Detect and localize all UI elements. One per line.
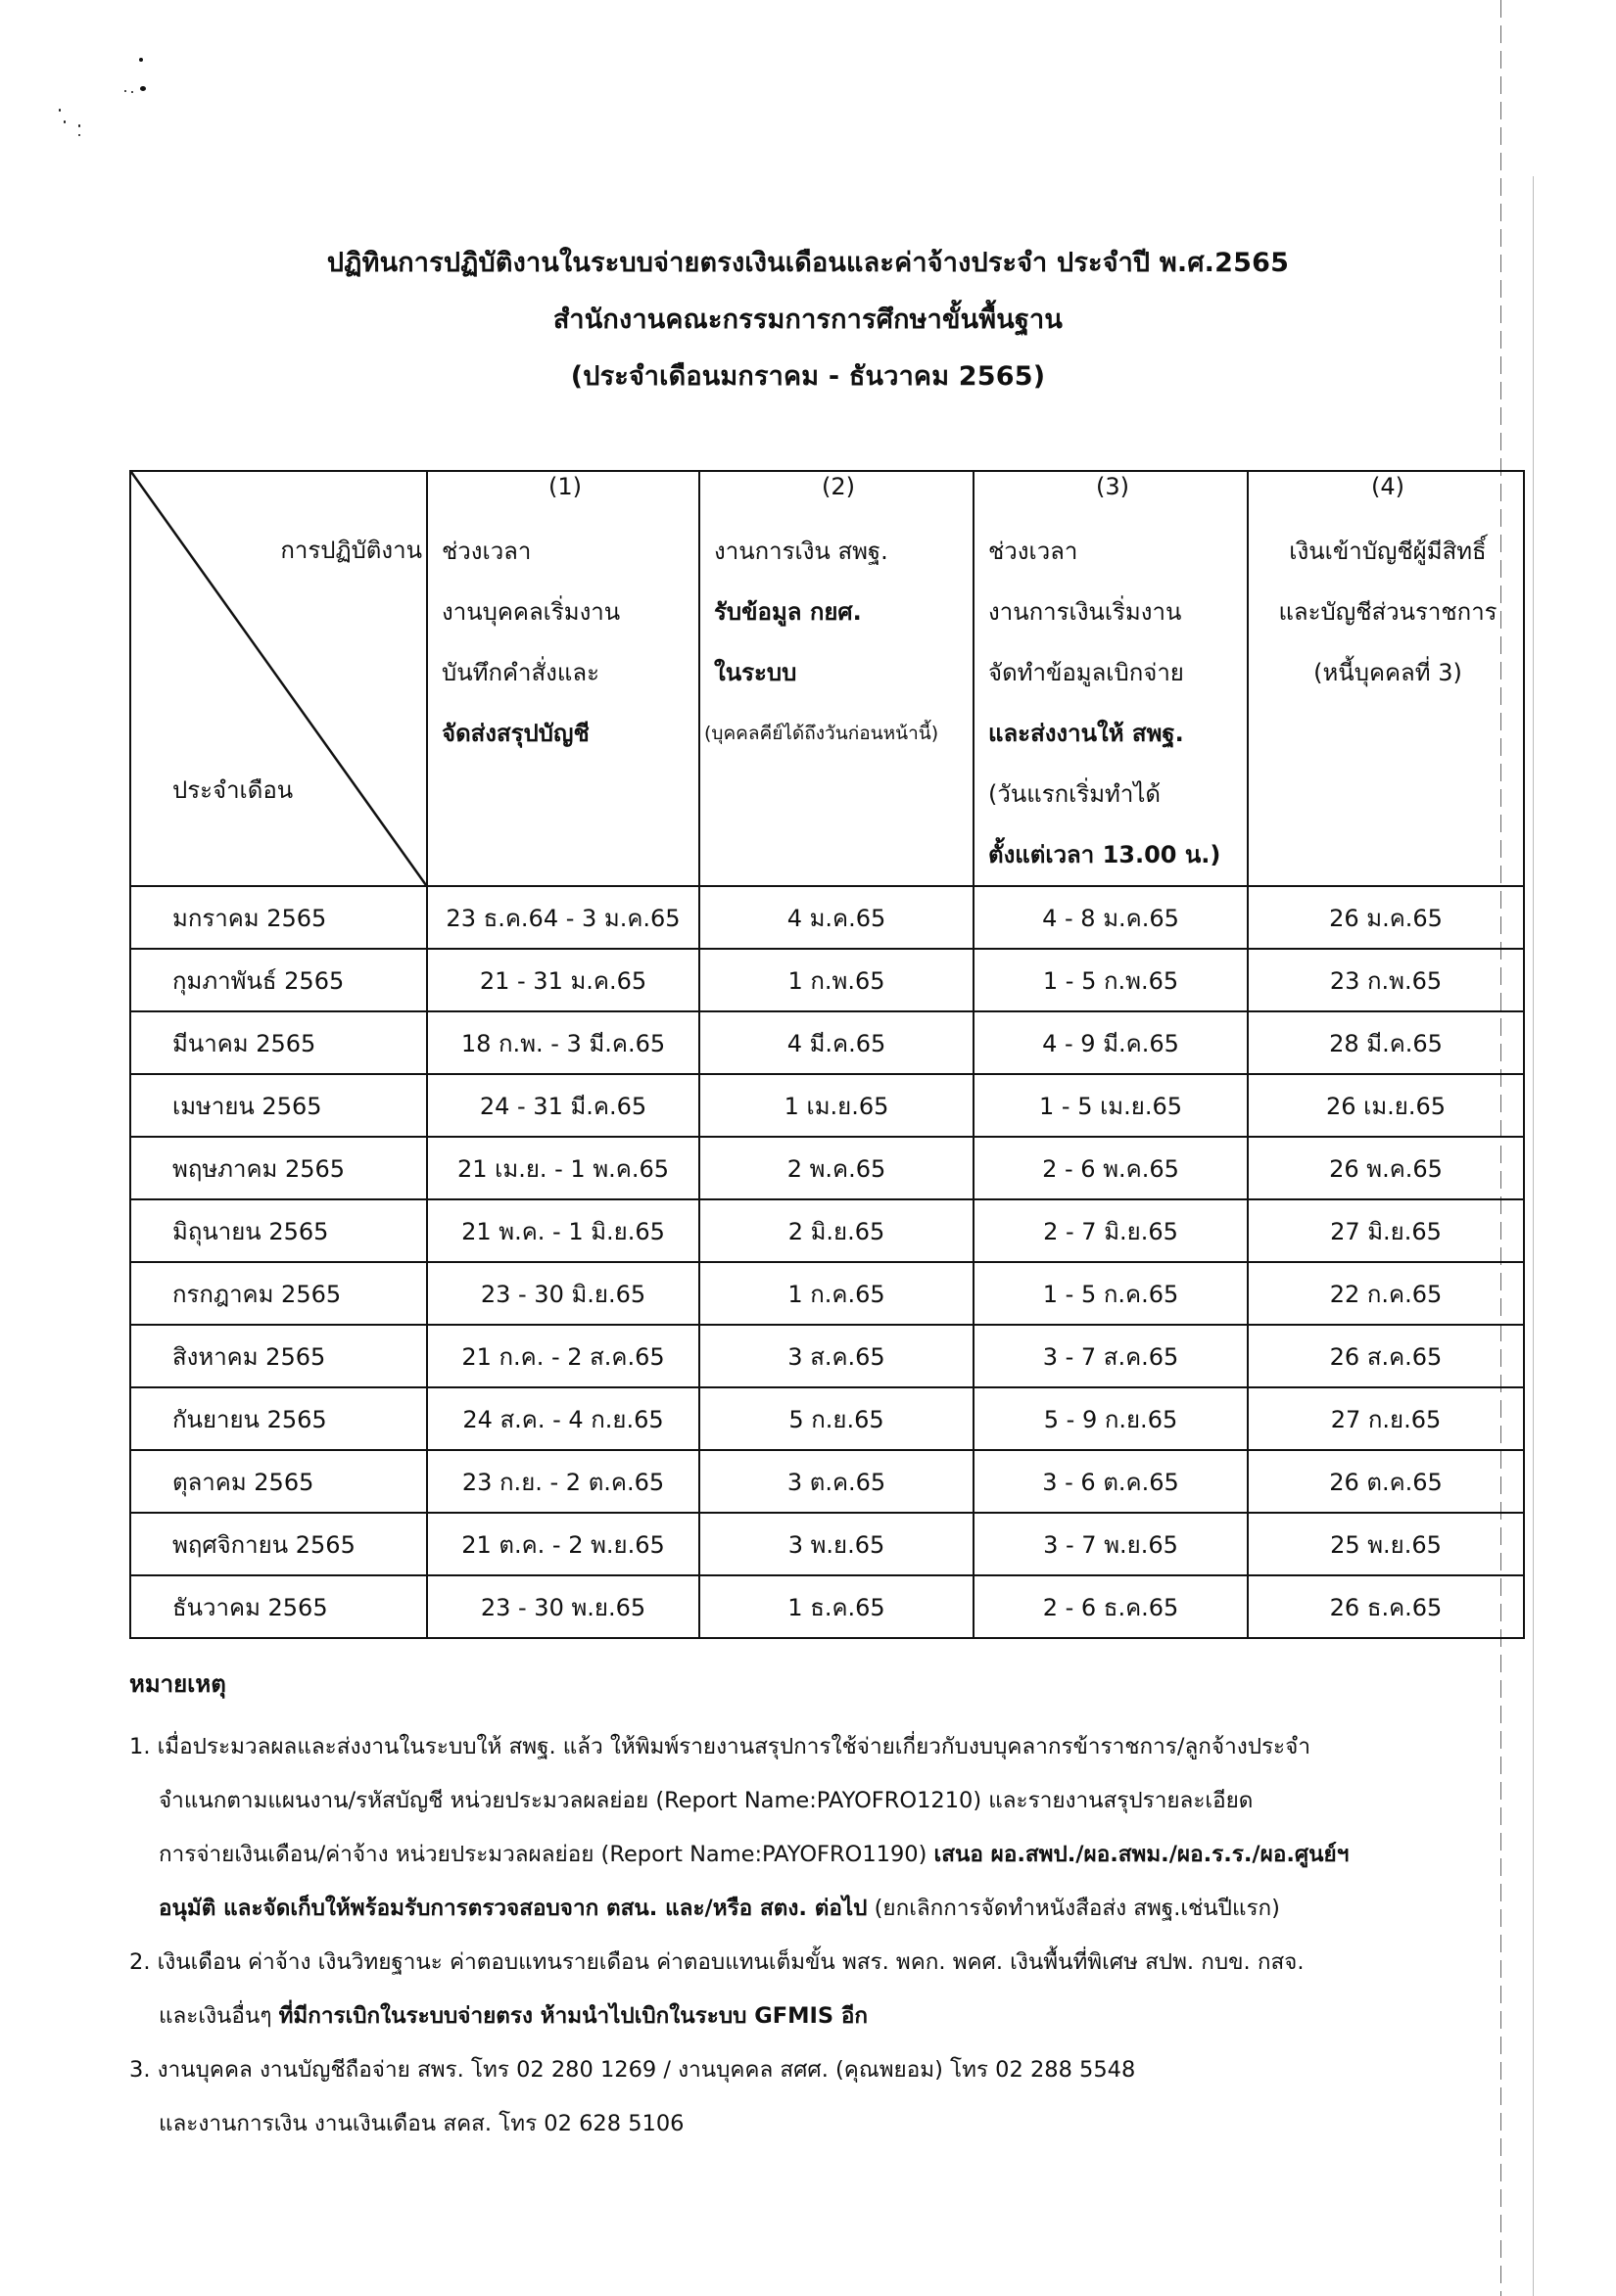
- finance-period-cell: 2 - 6 พ.ค.65: [974, 1137, 1248, 1199]
- month-cell: ธันวาคม 2565: [130, 1575, 427, 1638]
- month-cell: กุมภาพันธ์ 2565: [130, 949, 427, 1011]
- payment-date-cell: 26 เม.ย.65: [1248, 1074, 1524, 1137]
- month-cell: มิถุนายน 2565: [130, 1199, 427, 1262]
- scan-speck: [64, 120, 66, 123]
- table-row: [130, 1575, 1524, 1638]
- note-text-line: [129, 1882, 1520, 1936]
- column-header-2: [699, 471, 974, 886]
- period-subtitle: (ประจำเดือนมกราคม - ธันวาคม 2565): [570, 361, 1046, 392]
- header-line: ในระบบ: [714, 659, 797, 686]
- month-cell: พฤศจิกายน 2565: [130, 1513, 427, 1575]
- notes-section: [129, 1664, 1520, 2151]
- table-row: [130, 949, 1524, 1011]
- note-text: และเงินอื่นๆ: [159, 2003, 279, 2029]
- document-title: ปฏิทินการปฏิบัติงานในระบบจ่ายตรงเงินเดือนและค่าจ้างประจำ ประจำปี พ.ศ.2565: [326, 248, 1290, 278]
- finance-period-cell: 3 - 7 ส.ค.65: [974, 1325, 1248, 1387]
- month-cell: กันยายน 2565: [130, 1387, 427, 1450]
- personnel-period-cell: 23 - 30 มิ.ย.65: [427, 1262, 699, 1325]
- header-line: (วันแรกเริ่มทำได้: [988, 780, 1162, 808]
- column-header-3: [974, 471, 1248, 886]
- notes-title: หมายเหตุ: [129, 1670, 226, 1698]
- header-line: เงินเข้าบัญชีผู้มีสิทธิ์: [1289, 538, 1487, 565]
- column-header-1: [427, 471, 699, 886]
- note-item-3: [129, 2043, 1520, 2151]
- loan-data-date-cell: 3 ต.ค.65: [699, 1450, 974, 1513]
- loan-data-date-cell: 2 พ.ค.65: [699, 1137, 974, 1199]
- header-line: งานการเงิน สพฐ.: [714, 538, 888, 565]
- note-text: 1. เมื่อประมวลผลและส่งงานในระบบให้ สพฐ. แล้ว ให้พิมพ์รายงานสรุปการใช้จ่ายเกี่ยวกับงบบุคลากรข้าราชการ/ลูกจ้างประจำ: [129, 1734, 1310, 1759]
- loan-data-date-cell: 2 มิ.ย.65: [699, 1199, 974, 1262]
- finance-period-cell: 3 - 6 ต.ค.65: [974, 1450, 1248, 1513]
- month-cell: เมษายน 2565: [130, 1074, 427, 1137]
- note-emphasis: ที่มีการเบิกในระบบจ่ายตรง ห้ามนำไปเบิกในระบบ GFMIS อีก: [278, 2003, 869, 2029]
- finance-period-cell: 1 - 5 เม.ย.65: [974, 1074, 1248, 1137]
- organization-name: สำนักงานคณะกรรมการการศึกษาขั้นพื้นฐาน: [552, 305, 1064, 335]
- table-row: [130, 1450, 1524, 1513]
- payment-date-cell: 23 ก.พ.65: [1248, 949, 1524, 1011]
- personnel-period-cell: 23 ธ.ค.64 - 3 ม.ค.65: [427, 886, 699, 949]
- header-line: (หนี้บุคคลที่ 3): [1313, 659, 1462, 686]
- month-cell: มกราคม 2565: [130, 886, 427, 949]
- loan-data-date-cell: 5 ก.ย.65: [699, 1387, 974, 1450]
- payment-date-cell: 26 ธ.ค.65: [1248, 1575, 1524, 1638]
- table-header-row: [130, 471, 1524, 886]
- note-text: จำแนกตามแผนงาน/รหัสบัญชี หน่วยประมวลผลย่อย (Report Name:PAYOFRO1210) และรายงานสรุปรายละเอียด: [159, 1788, 1254, 1813]
- loan-data-date-cell: 4 ม.ค.65: [699, 886, 974, 949]
- table-row: [130, 1513, 1524, 1575]
- payment-date-cell: 22 ก.ค.65: [1248, 1262, 1524, 1325]
- table-body: [130, 886, 1524, 1638]
- personnel-period-cell: 21 พ.ค. - 1 มิ.ย.65: [427, 1199, 699, 1262]
- scan-speck: [140, 86, 146, 91]
- table-row: [130, 1199, 1524, 1262]
- personnel-period-cell: 21 ต.ค. - 2 พ.ย.65: [427, 1513, 699, 1575]
- month-cell: ตุลาคม 2565: [130, 1450, 427, 1513]
- note-text: 2. เงินเดือน ค่าจ้าง เงินวิทยฐานะ ค่าตอบแทนรายเดือน ค่าตอบแทนเต็มขั้น พสร. พคก. พคศ. เงินพื้นที่พิเศษ สปพ. กบข. กสจ.: [129, 1949, 1305, 1975]
- loan-data-date-cell: 4 มี.ค.65: [699, 1011, 974, 1074]
- scan-speck: [78, 124, 80, 127]
- header-line: รับข้อมูล กยศ.: [714, 598, 862, 626]
- scan-margin-line: [1533, 176, 1534, 2296]
- scan-speck: [124, 90, 126, 92]
- corner-label-operation: การปฏิบัติงาน: [280, 537, 422, 564]
- personnel-period-cell: 21 - 31 ม.ค.65: [427, 949, 699, 1011]
- table-row: [130, 1325, 1524, 1387]
- table-row: [130, 1011, 1524, 1074]
- header-line: บันทึกคำสั่งและ: [442, 659, 599, 686]
- loan-data-date-cell: 3 พ.ย.65: [699, 1513, 974, 1575]
- payment-date-cell: 26 ส.ค.65: [1248, 1325, 1524, 1387]
- note-text: และงานการเงิน งานเงินเดือน สคส. โทร 02 628 5106: [159, 2111, 685, 2136]
- column-number: (1): [548, 473, 582, 500]
- loan-data-date-cell: 1 ก.ค.65: [699, 1262, 974, 1325]
- loan-data-date-cell: 1 ธ.ค.65: [699, 1575, 974, 1638]
- payment-date-cell: 26 พ.ค.65: [1248, 1137, 1524, 1199]
- personnel-period-cell: 21 เม.ย. - 1 พ.ค.65: [427, 1137, 699, 1199]
- header-line: และบัญชีส่วนราชการ: [1278, 598, 1497, 626]
- personnel-period-cell: 23 ก.ย. - 2 ต.ค.65: [427, 1450, 699, 1513]
- table-row: [130, 1074, 1524, 1137]
- personnel-period-cell: 21 ก.ค. - 2 ส.ค.65: [427, 1325, 699, 1387]
- month-cell: กรกฎาคม 2565: [130, 1262, 427, 1325]
- header-line: ตั้งแต่เวลา 13.00 น.): [988, 841, 1221, 868]
- finance-period-cell: 4 - 8 ม.ค.65: [974, 886, 1248, 949]
- loan-data-date-cell: 3 ส.ค.65: [699, 1325, 974, 1387]
- column-number: (4): [1371, 473, 1404, 500]
- header-line: งานบุคคลเริ่มงาน: [442, 598, 621, 626]
- document-title-block: [0, 235, 1616, 405]
- note-text: การจ่ายเงินเดือน/ค่าจ้าง หน่วยประมวลผลย่อย (Report Name:PAYOFRO1190): [159, 1842, 934, 1867]
- loan-data-date-cell: 1 ก.พ.65: [699, 949, 974, 1011]
- scan-speck: [131, 91, 133, 93]
- note-item-1: [129, 1720, 1520, 1936]
- header-line: ช่วงเวลา: [988, 538, 1078, 565]
- column-header-4: [1248, 471, 1524, 886]
- table-row: [130, 1137, 1524, 1199]
- finance-period-cell: 2 - 7 มิ.ย.65: [974, 1199, 1248, 1262]
- finance-period-cell: 5 - 9 ก.ย.65: [974, 1387, 1248, 1450]
- personnel-period-cell: 18 ก.พ. - 3 มี.ค.65: [427, 1011, 699, 1074]
- schedule-table: [129, 470, 1525, 1639]
- finance-period-cell: 4 - 9 มี.ค.65: [974, 1011, 1248, 1074]
- payment-date-cell: 26 ต.ค.65: [1248, 1450, 1524, 1513]
- note-text-line: [129, 1828, 1520, 1882]
- table-row: [130, 1262, 1524, 1325]
- header-line: งานการเงินเริ่มงาน: [988, 598, 1182, 626]
- column-number: (3): [1096, 473, 1129, 500]
- payment-date-cell: 25 พ.ย.65: [1248, 1513, 1524, 1575]
- payment-date-cell: 27 มิ.ย.65: [1248, 1199, 1524, 1262]
- scan-speck: [78, 134, 80, 136]
- month-cell: มีนาคม 2565: [130, 1011, 427, 1074]
- table-row: [130, 1387, 1524, 1450]
- table-row: [130, 886, 1524, 949]
- header-line: (บุคคลคีย์ได้ถึงวันก่อนหน้านี้): [704, 723, 939, 744]
- note-text: (ยกเลิกการจัดทำหนังสือส่ง สพฐ.เช่นปีแรก): [867, 1896, 1280, 1921]
- column-number: (2): [822, 473, 855, 500]
- corner-header-cell: [130, 471, 427, 886]
- finance-period-cell: 1 - 5 ก.ค.65: [974, 1262, 1248, 1325]
- note-text-line: [129, 1990, 1520, 2043]
- payment-date-cell: 28 มี.ค.65: [1248, 1011, 1524, 1074]
- header-line: จัดส่งสรุปบัญชี: [442, 720, 590, 747]
- scan-speck: [139, 58, 143, 62]
- header-line: และส่งงานให้ สพฐ.: [988, 720, 1184, 747]
- header-line: จัดทำข้อมูลเบิกจ่าย: [988, 659, 1184, 686]
- finance-period-cell: 2 - 6 ธ.ค.65: [974, 1575, 1248, 1638]
- header-line: ช่วงเวลา: [442, 538, 532, 565]
- corner-label-month: ประจำเดือน: [172, 776, 294, 804]
- payment-date-cell: 27 ก.ย.65: [1248, 1387, 1524, 1450]
- payment-date-cell: 26 ม.ค.65: [1248, 886, 1524, 949]
- finance-period-cell: 3 - 7 พ.ย.65: [974, 1513, 1248, 1575]
- month-cell: สิงหาคม 2565: [130, 1325, 427, 1387]
- month-cell: พฤษภาคม 2565: [130, 1137, 427, 1199]
- personnel-period-cell: 24 ส.ค. - 4 ก.ย.65: [427, 1387, 699, 1450]
- note-text: 3. งานบุคคล งานบัญชีถือจ่าย สพร. โทร 02 280 1269 / งานบุคคล สศศ. (คุณพยอม) โทร 02 288 5548: [129, 2057, 1136, 2083]
- finance-period-cell: 1 - 5 ก.พ.65: [974, 949, 1248, 1011]
- note-emphasis: อนุมัติ และจัดเก็บให้พร้อมรับการตรวจสอบจาก ตสน. และ/หรือ สตง. ต่อไป: [159, 1896, 868, 1921]
- loan-data-date-cell: 1 เม.ย.65: [699, 1074, 974, 1137]
- note-item-2: [129, 1936, 1520, 2043]
- note-emphasis: เสนอ ผอ.สพป./ผอ.สพม./ผอ.ร.ร./ผอ.ศูนย์ฯ: [933, 1842, 1350, 1867]
- scan-speck: [59, 109, 61, 112]
- personnel-period-cell: 23 - 30 พ.ย.65: [427, 1575, 699, 1638]
- personnel-period-cell: 24 - 31 มี.ค.65: [427, 1074, 699, 1137]
